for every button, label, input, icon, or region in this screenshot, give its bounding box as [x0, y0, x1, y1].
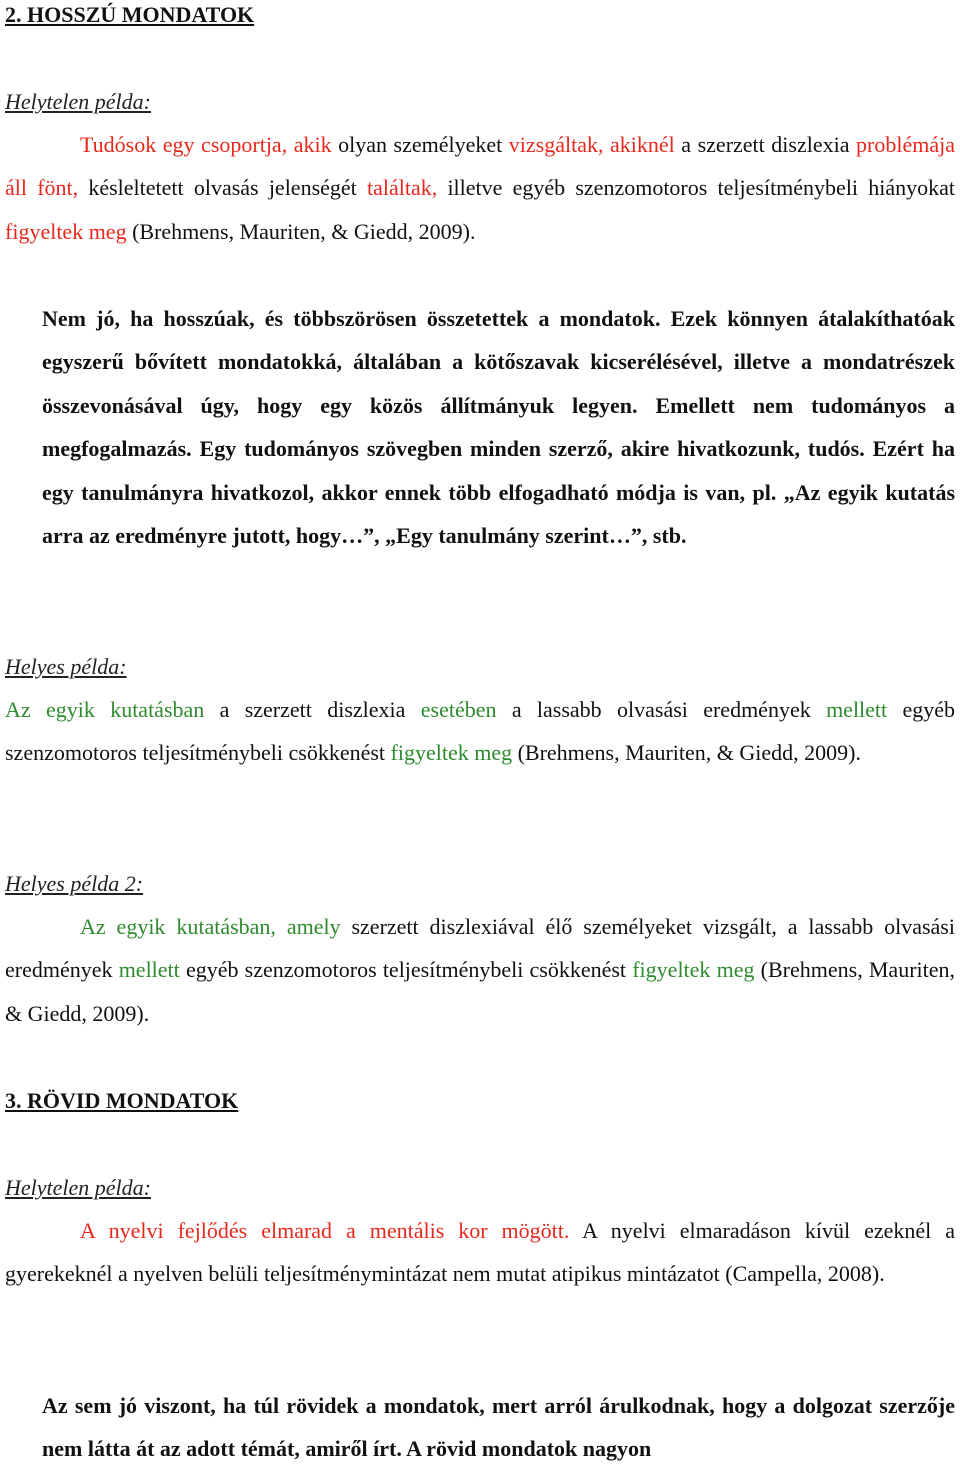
plain-text-segment: (Brehmens, Mauriten, & Giedd, 2009).: [512, 740, 861, 766]
highlighted-text-segment: esetében: [420, 697, 497, 722]
plain-text-segment: a lassabb olvasási eredmények: [496, 697, 827, 722]
correct-example-2-label: Helyes példa 2:: [5, 871, 144, 896]
short-incorrect-example-label: Helytelen példa:: [5, 1175, 151, 1200]
highlighted-text-segment: figyeltek meg: [5, 218, 127, 244]
plain-text-segment: A nyelvi elmaradáson kívül ezeknél a gyerekeknél a nyelven belüli teljesítménymintázat nem mutat atipikus mintázatot (Campella, 2008).: [5, 1218, 955, 1287]
short-sentence-explanation: Az sem jó viszont, ha túl rövidek a mondatok, mert arról árulkodnak, hogy a dolgozat szerzője nem látta át az adott témát, amiről írt. A rövid mondatok nagyon: [42, 1393, 955, 1462]
short-incorrect-example-text: [5, 1209, 955, 1296]
correct-example-2-text: [5, 905, 955, 1035]
incorrect-example-label: Helytelen példa:: [5, 89, 151, 114]
plain-text-segment: szerzett diszlexiával élő személyeket vizsgált, a lassabb olvasási eredmények: [5, 914, 955, 983]
plain-text-segment: (Brehmens, Mauriten, & Giedd, 2009).: [5, 957, 956, 1026]
highlighted-text-segment: Tudósok egy csoportja, akik: [80, 132, 332, 157]
highlighted-text-segment: A nyelvi fejlődés elmarad a mentális kor mögött.: [80, 1218, 570, 1243]
plain-text-segment: olyan személyeket: [331, 132, 509, 157]
plain-text-segment: a szerzett diszlexia: [674, 132, 857, 157]
correct-example-label: Helyes példa:: [5, 654, 127, 679]
plain-text-segment: késleltetett olvasás jelenségét: [78, 175, 367, 201]
highlighted-text-segment: figyeltek meg: [632, 957, 755, 983]
section-3-heading: 3. RÖVID MONDATOK: [5, 1088, 239, 1113]
section-2-heading: 2. HOSSZÚ MONDATOK: [5, 2, 255, 27]
highlighted-text-segment: Az egyik kutatásban: [5, 697, 205, 722]
highlighted-text-segment: mellett: [118, 957, 180, 983]
long-sentence-explanation: Nem jó, ha hosszúak, és többszörösen összetettek a mondatok. Ezek könnyen átalakíthatóak egyszerű bővített mondatokká, általában a kötőszavak kicserélésével, illetve a mondatrészek összevonásával úgy, hogy egy közös állítmányuk legyen. Emellett nem tudományos a megfogalmazás. Egy tudományos szövegben minden szerző, akire hivatkozunk, tudós. Ezért ha egy tanulmányra hivatkozol, akkor ennek több elfogadható módja is van, pl. „Az egyik kutatás arra az eredményre jutott, hogy…”, „Egy tanulmány szerint…”, stb.: [42, 306, 955, 549]
plain-text-segment: egyéb szenzomotoros teljesítménybeli csökkenést: [179, 957, 633, 983]
incorrect-example-text: [5, 123, 955, 253]
highlighted-text-segment: problémája áll fönt,: [5, 132, 955, 201]
highlighted-text-segment: vizsgáltak, akiknél: [508, 132, 675, 157]
correct-example-text: [5, 688, 955, 775]
highlighted-text-segment: találtak,: [366, 175, 438, 201]
plain-text-segment: egyéb szenzomotoros teljesítménybeli csökkenést: [5, 697, 956, 766]
highlighted-text-segment: mellett: [826, 697, 888, 722]
highlighted-text-segment: Az egyik kutatásban, amely: [80, 914, 341, 939]
plain-text-segment: a szerzett diszlexia: [204, 697, 421, 722]
plain-text-segment: (Brehmens, Mauriten, & Giedd, 2009).: [126, 218, 476, 244]
highlighted-text-segment: figyeltek meg: [390, 740, 513, 766]
plain-text-segment: illetve egyéb szenzomotoros teljesítménybeli hiányokat: [437, 175, 956, 201]
